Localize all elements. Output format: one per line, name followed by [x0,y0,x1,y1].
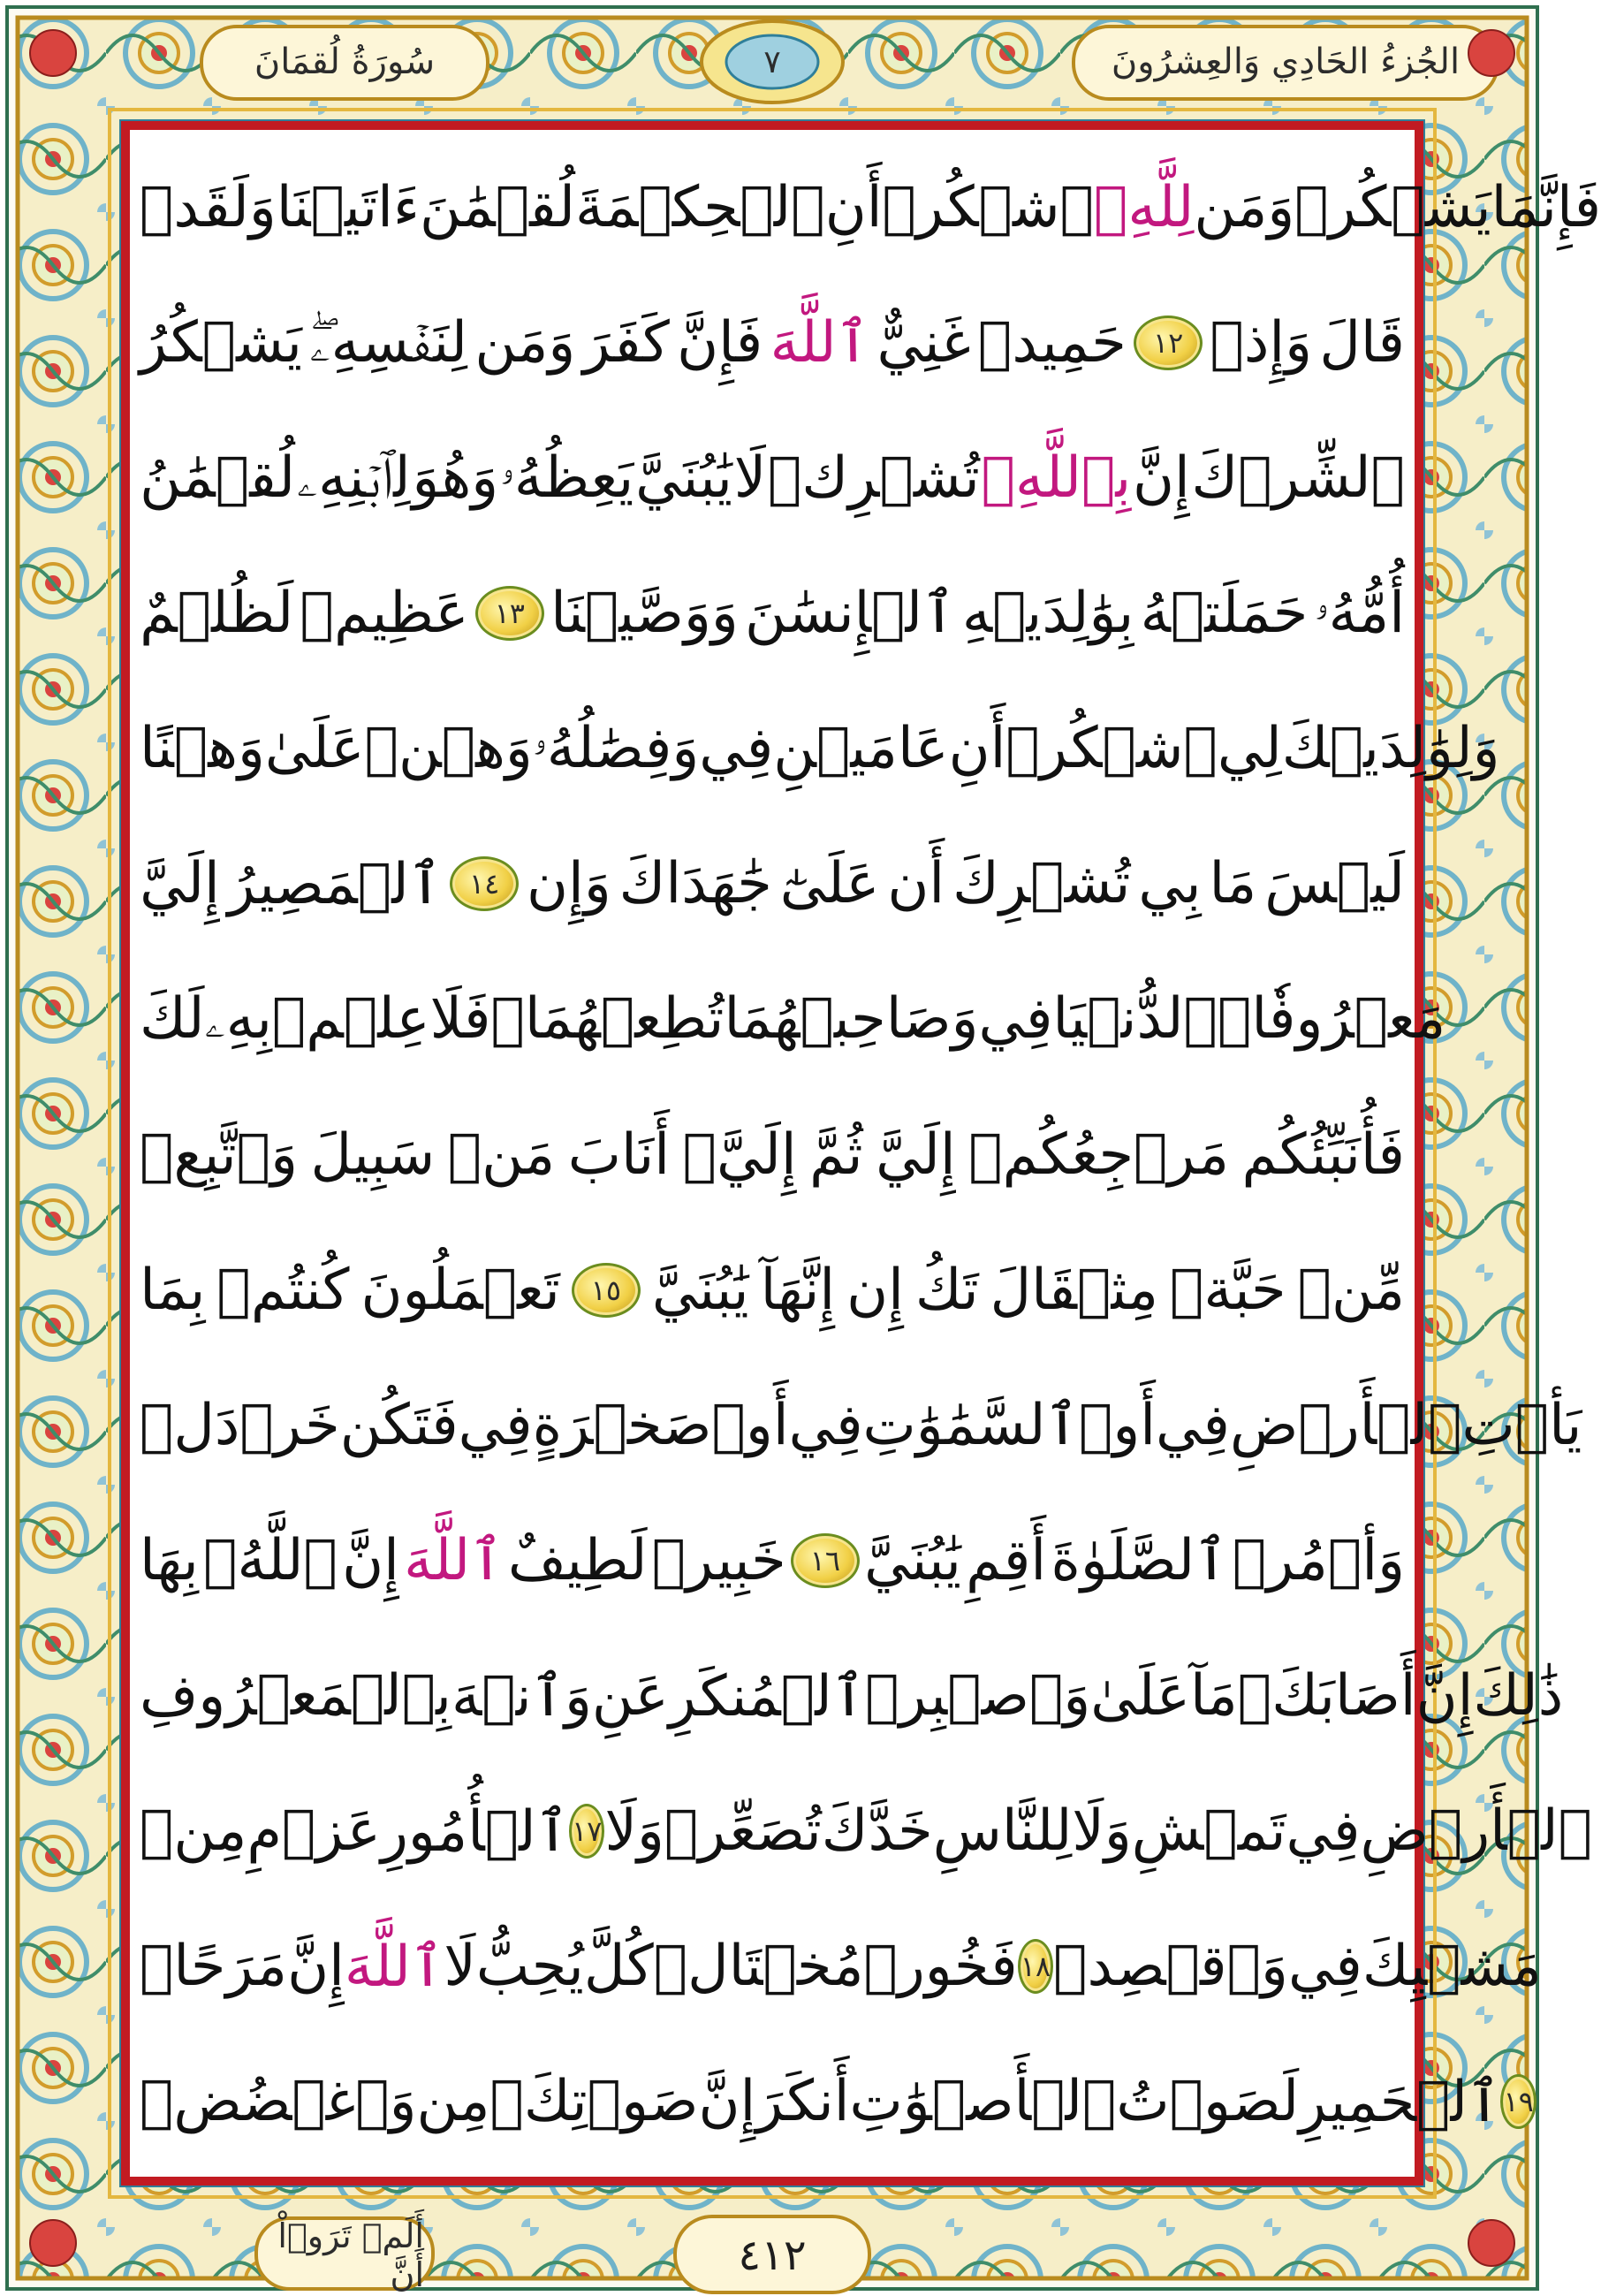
quran-word: يَٰبُنَيَّ [864,1527,961,1593]
quran-word: كُلَّ [583,1934,654,2000]
quran-word: إِلَيَّ [140,851,220,917]
quran-word: ٱلۡمُنكَرِ [668,1663,866,1730]
quran-word: بِهَا [140,1527,199,1593]
quran-word: مَرۡجِعُكُمۡ [968,1121,1229,1188]
quran-word: ذَٰلِكَ [1473,1663,1564,1730]
quran-word: وَٱغۡضُضۡ [140,2069,417,2135]
quran-word: وَلِوَٰلِدَيۡكَ [1281,716,1500,782]
quran-word: بِهِۦ [204,986,272,1053]
ayah-number-marker: ١٧ [569,1804,604,1859]
quran-word: أَصَابَكَۖ [1237,1663,1416,1730]
divine-name-word: بِٱللَّهِۖ [981,445,1132,511]
quran-word: ٱلۡأَرۡضِ [1360,1798,1592,1865]
quran-word: فَإِنَّ [677,309,763,376]
quran-word: فِي [1286,1798,1361,1865]
quran-word: أَنَابَ [567,1121,671,1188]
quran-word: فَتَكُن [339,1392,459,1458]
quran-word: فِي [1156,1392,1230,1458]
quran-word: لِلنَّاسِ [932,1798,1073,1865]
quran-word: لَطِيفٌ [507,1527,648,1593]
quran-word: إِنَّ [1415,1663,1474,1730]
quran-word: لُقۡمَٰنَ [420,174,575,240]
quran-word: قَالَ [1319,309,1405,376]
quran-word: صَوۡتِكَۚ [489,2069,699,2135]
quran-word: يُحِبُّ [475,1934,584,2000]
quran-word: عَظِيمٞ [300,580,469,646]
quran-word: مَعۡرُوفٗاۖ [1217,986,1446,1053]
quran-word: ٱلۡأُمُورِ [380,1798,570,1865]
quran-line [140,1913,1542,2019]
quran-word: وَأۡمُرۡ [1232,1527,1405,1593]
quran-word: أَنِ [824,174,883,240]
quran-word: إِنَّ [287,1934,345,2000]
quran-word: عِلۡمٞ [271,986,430,1053]
quran-word: وَمَن [474,309,576,376]
quran-word: لَكَ [140,986,205,1053]
quran-word: وَٱتَّبِعۡ [140,1121,298,1188]
quran-word: بِمَا [140,1257,206,1323]
quran-line [140,1102,1405,1208]
quran-word: مِثۡقَالَ [990,1257,1159,1323]
catchword: أَلَمۡ تَرَوۡاْ أَنَّ [277,2216,424,2294]
quran-word: وَلَقَدۡ [140,174,277,240]
quran-word: أُمُّهُۥ [1314,580,1405,646]
quran-word: يَٰبُنَيَّ [651,1257,749,1323]
quran-word: غَنِيٌّ [876,309,971,376]
quran-word: أَقِمِ [966,1527,1047,1593]
quran-word: تَعۡمَلُونَ [360,1257,560,1323]
quran-line [140,425,1405,531]
quran-word: كَفَرَ [582,309,670,376]
quran-word: لَا [444,1934,476,2000]
quran-word: عَلَىٰٓ [779,851,880,917]
juz-number-medallion: ٧ [763,43,781,80]
quran-word: أَوۡ [1078,1392,1157,1458]
quran-word: كُنتُمۡ [216,1257,350,1323]
quran-word: إِنَّهَآ [760,1257,836,1323]
ayah-number-marker: ١٣ [475,586,544,641]
quran-word: مَآ [1190,1663,1238,1730]
quran-line [140,1508,1405,1614]
quran-word: إِنَّ [698,2069,756,2135]
quran-word: أَوۡ [711,1392,789,1458]
quran-word: فَأُنَبِّئُكُم [1241,1121,1405,1188]
quran-word: عَلَىٰ [1090,1663,1190,1730]
quran-word: إِلَيَّ [876,1121,956,1188]
quran-word: ٱلۡأَرۡضِ [1229,1392,1462,1458]
quran-word: وَمَن [1194,174,1295,240]
quran-word: وَٱقۡصِدۡ [1053,1934,1288,2000]
quran-line [140,1372,1582,1479]
quran-word: يَعِظُهُۥ [499,445,634,511]
quran-word: وَٱصۡبِرۡ [865,1663,1091,1730]
quran-word: أَن [887,851,945,917]
divine-name-word: ٱللَّهَ [404,1528,504,1594]
quran-word: مِّنۡ [1297,1257,1405,1323]
quran-word: صَخۡرَةٍ [532,1392,712,1458]
quran-word: ٱلۡإِنسَٰنَ [745,581,956,647]
ayah-number-marker: ١٨ [1018,1939,1053,1994]
quran-word: عَنِ [591,1663,669,1730]
quran-word: ٱشۡكُرۡ [882,174,1094,240]
quran-word: فِي [699,716,774,782]
quran-word: بِي [1138,851,1202,917]
quran-line [140,1237,1405,1343]
quran-word: مَرَحًاۖ [140,1934,288,2000]
quran-word: فَلَا [429,986,491,1053]
quran-word: يَشۡكُرُ [140,309,302,376]
quran-word: عَزۡمِ [247,1798,381,1865]
quran-word: بِوَٰلِدَيۡهِ [961,580,1134,646]
quran-word: أَنكَرَ [755,2069,850,2135]
quran-word: لَا [733,445,767,511]
quran-word: فِي [1287,1934,1362,2000]
quran-line [140,1778,1592,1884]
quran-word: مَشۡيِكَ [1362,1934,1542,2000]
quran-word: يَشۡكُرۡ [1294,174,1491,240]
quran-word: إِلَيَّۚ [682,1121,797,1188]
quran-word: لَظُلۡمٌ [140,580,294,646]
quran-word: عَامَيۡنِ [773,716,949,782]
quran-word: فِي [458,1392,533,1458]
quran-word: ٱشۡكُرۡ [1005,716,1218,782]
quran-word: حَمَلَتۡهُ [1140,580,1309,646]
quran-word: لِٱبۡنِهِۦ [296,445,411,511]
quran-word: ٱلدُّنۡيَا [1052,986,1218,1053]
surah-name-label: سُورَةُ لُقمَانَ [254,42,436,82]
quran-word: تُصَعِّرۡ [664,1798,822,1865]
quran-word: تَمۡشِ [1131,1798,1286,1865]
quran-word: حَمِيدٞ [977,309,1127,376]
divine-name-word: ٱللَّهَ [770,310,870,376]
quran-word: ٱلشِّرۡكَ [1191,445,1405,511]
ayah-number-marker: ١٥ [572,1263,641,1318]
juz-label: الجُزءُ الحَادِي وَالعِشرُونَ [1111,42,1461,82]
quran-word: ٱلۡمَصِيرُ [227,851,443,917]
quran-word: تُشۡرِكَ [952,851,1131,917]
quran-word: حَبَّةٖ [1170,1257,1286,1323]
quran-line [140,155,1601,261]
quran-word: وَهُوَ [412,445,499,511]
quran-word: إِنَّ [1132,445,1190,511]
quran-word: مُخۡتَالٖ [653,1934,864,2000]
quran-word: وَوَصَّيۡنَا [550,580,739,646]
quran-word: لُقۡمَٰنُ [140,445,296,511]
quran-word: مَنۡ [447,1121,556,1188]
quran-word: مِن [416,2069,490,2135]
quran-text-block [140,140,1601,2170]
quran-word: يَٰبُنَيَّ [635,445,732,511]
quran-line [140,560,1405,666]
quran-word: ثُمَّ [809,1121,863,1188]
quran-word: فِي [978,986,1053,1053]
quran-word: مِنۡ [140,1798,247,1865]
quran-word: عَلَىٰ [264,716,365,782]
quran-word: ٱلۡأَصۡوَٰتِ [849,2069,1117,2135]
quran-word: وَإِن [527,851,611,917]
quran-word: وَهۡنًا [140,716,265,782]
ayah-number-marker: ١٢ [1134,316,1203,370]
quran-word: فَإِنَّمَا [1491,174,1601,240]
quran-word: لَيۡسَ [1264,851,1405,917]
quran-word: خَدَّكَ [821,1798,933,1865]
quran-word: ٱلصَّلَوٰةَ [1051,1528,1228,1594]
quran-word: تُشۡرِكۡ [768,445,980,511]
quran-word: وَإِذۡ [1210,309,1313,376]
quran-word: وَٱنۡهَ [451,1663,592,1730]
divine-name-word: لِلَّهِۚ [1093,174,1195,240]
quran-word: جَٰهَدَاكَ [618,851,772,917]
quran-line [140,831,1405,937]
quran-word: ءَاتَيۡنَا [276,174,420,240]
quran-word: ٱلۡحِكۡمَةَ [575,174,825,240]
quran-line [140,696,1500,802]
quran-word: فَخُورٖ [863,1934,1018,2000]
quran-line [140,2049,1534,2155]
quran-word: ٱللَّهُۚ [203,1527,338,1593]
quran-word: بِٱلۡمَعۡرُوفِ [140,1663,451,1730]
quran-word: خَرۡدَلٖ [140,1392,340,1458]
ayah-number-marker: ١٦ [791,1533,860,1588]
quran-word: مَا [1209,851,1257,917]
quran-word: فِي [788,1392,863,1458]
quran-word: ٱلسَّمَٰوَٰتِ [862,1393,1079,1459]
quran-line [140,1643,1564,1749]
quran-word: وَهۡنٖ [364,716,533,782]
quran-word: وَصَاحِبۡهُمَا [724,986,979,1053]
quran-word: لَصَوۡتُ [1116,2069,1300,2135]
ayah-number-marker: ١٤ [450,856,519,911]
quran-word: تُطِعۡهُمَاۖ [490,986,725,1053]
quran-word: إِنَّ [342,1527,399,1593]
quran-line [140,966,1446,1072]
quran-word: يَأۡتِ [1461,1392,1582,1458]
quran-line [140,290,1405,396]
quran-word: لِي [1217,716,1282,782]
quran-word: وَلَا [1072,1798,1132,1865]
quran-word: تَكُ [914,1257,979,1323]
quran-word: إِن [846,1257,904,1323]
quran-word: وَلَا [604,1798,664,1865]
page-number: ٤١٢ [738,2231,807,2280]
quran-word: أَنِ [948,716,1006,782]
quran-word: لِنَفۡسِهِۦۖ [309,309,468,376]
quran-word: سَبِيلَ [310,1121,436,1188]
quran-word: خَبِيرٞ [651,1527,786,1593]
divine-name-word: ٱللَّهَ [344,1934,444,2000]
quran-word: وَفِصَٰلُهُۥ [532,716,700,782]
ayah-number-marker: ١٩ [1500,2074,1536,2129]
quran-word: ٱلۡحَمِيرِ [1299,2069,1501,2135]
